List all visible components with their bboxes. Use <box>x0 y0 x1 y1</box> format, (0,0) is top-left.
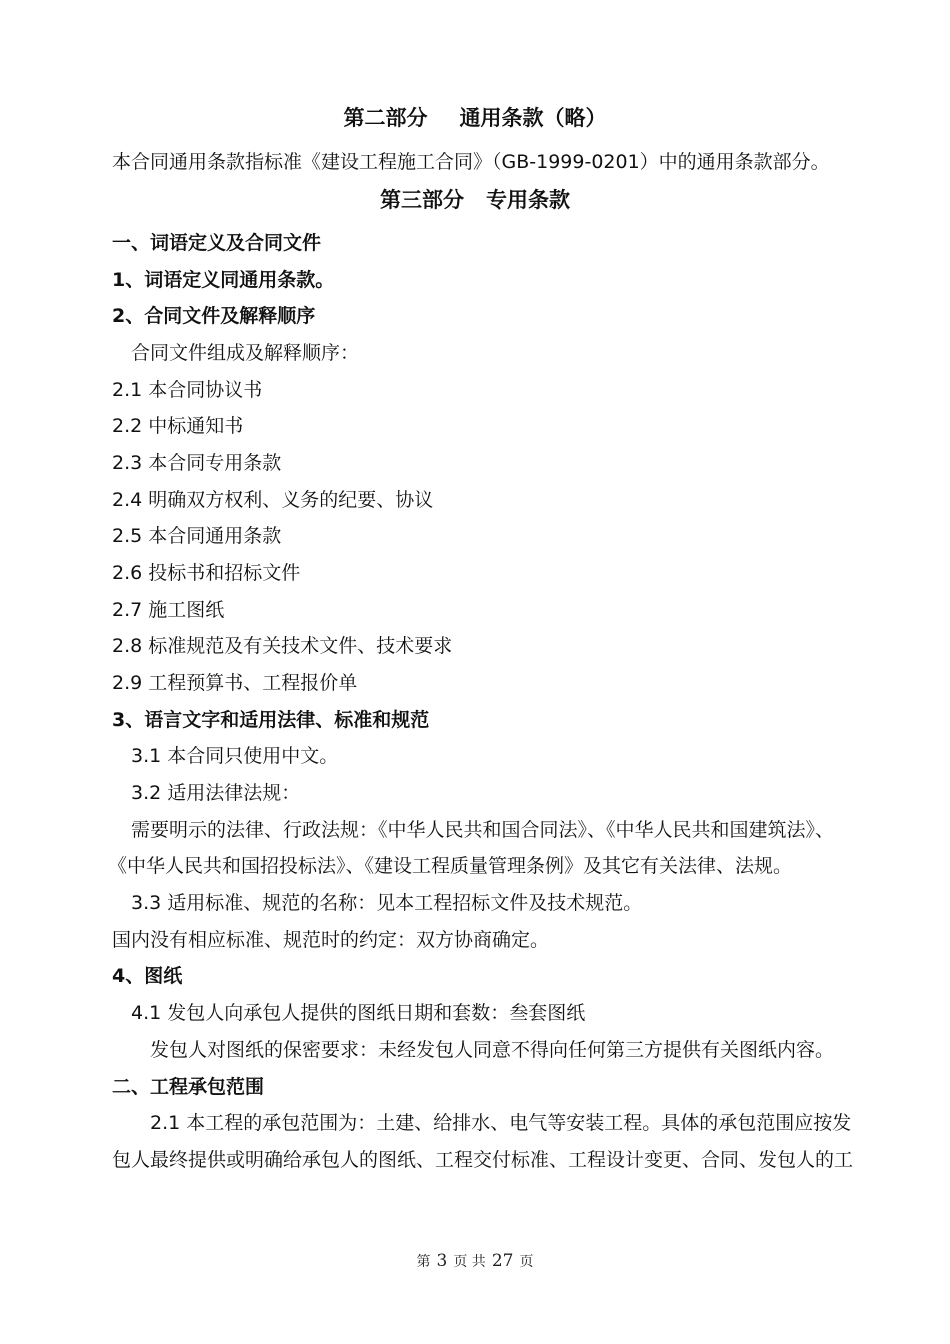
page-footer <box>0 1251 950 1271</box>
paragraph: 包人最终提供或明确给承包人的图纸、工程交付标准、工程设计变更、合同、发包人的工 <box>112 1149 854 1171</box>
list-item: 2.1 本合同协议书 <box>112 379 263 401</box>
part2-title-name: 通用条款（略） <box>459 106 607 130</box>
paragraph: 《中华人民共和国招投标法》、《建设工程质量管理条例》及其它有关法律、法规。 <box>108 855 793 877</box>
footer-middle: 页 共 <box>453 1254 486 1270</box>
list-item: 3.2 适用法律法规： <box>131 782 301 804</box>
paragraph: 2.1 本工程的承包范围为：土建、给排水、电气等安装工程。具体的承包范围应按发 <box>150 1112 852 1134</box>
list-item: 3.3 适用标准、规范的名称：见本工程招标文件及技术规范。 <box>131 892 643 914</box>
footer-prefix: 第 <box>416 1254 431 1270</box>
list-item: 2.5 本合同通用条款 <box>112 525 282 547</box>
paragraph: 合同文件组成及解释顺序： <box>131 342 360 364</box>
part2-body: 本合同通用条款指标准《建设工程施工合同》（GB-1999-0201）中的通用条款部分。 <box>112 151 830 173</box>
part2-heading <box>0 106 950 130</box>
total-page-count: 27 <box>491 1251 514 1271</box>
list-item: 2.4 明确双方权利、义务的纪要、协议 <box>112 489 434 511</box>
list-item: 2.2 中标通知书 <box>112 415 244 437</box>
footer-suffix: 页 <box>519 1254 534 1270</box>
list-item: 2.8 标准规范及有关技术文件、技术要求 <box>112 635 453 657</box>
paragraph: 国内没有相应标准、规范时的约定：双方协商确定。 <box>112 929 550 951</box>
list-item: 3.1 本合同只使用中文。 <box>131 745 339 767</box>
clause-heading: 3、语言文字和适用法律、标准和规范 <box>112 709 430 731</box>
clause-heading: 1、词语定义同通用条款。 <box>112 269 335 291</box>
clause-heading: 2、合同文件及解释顺序 <box>112 305 316 327</box>
list-item: 4.1 发包人向承包人提供的图纸日期和套数：叁套图纸 <box>131 1002 586 1024</box>
part3-heading <box>0 188 950 212</box>
list-item: 2.9 工程预算书、工程报价单 <box>112 672 358 694</box>
paragraph: 发包人对图纸的保密要求：未经发包人同意不得向任何第三方提供有关图纸内容。 <box>150 1039 835 1061</box>
part3-title-name: 专用条款 <box>486 188 570 212</box>
clause-heading: 4、图纸 <box>112 965 183 987</box>
part2-title-number: 第二部分 <box>343 106 428 130</box>
part3-title-number: 第三部分 <box>380 188 464 212</box>
paragraph: 需要明示的法律、行政法规：《中华人民共和国合同法》、《中华人民共和国建筑法》、 <box>131 819 835 841</box>
current-page-number: 3 <box>436 1251 448 1271</box>
section-heading: 一、词语定义及合同文件 <box>112 232 322 254</box>
list-item: 2.6 投标书和招标文件 <box>112 562 301 584</box>
list-item: 2.3 本合同专用条款 <box>112 452 282 474</box>
section-heading: 二、工程承包范围 <box>112 1076 265 1098</box>
list-item: 2.7 施工图纸 <box>112 599 225 621</box>
